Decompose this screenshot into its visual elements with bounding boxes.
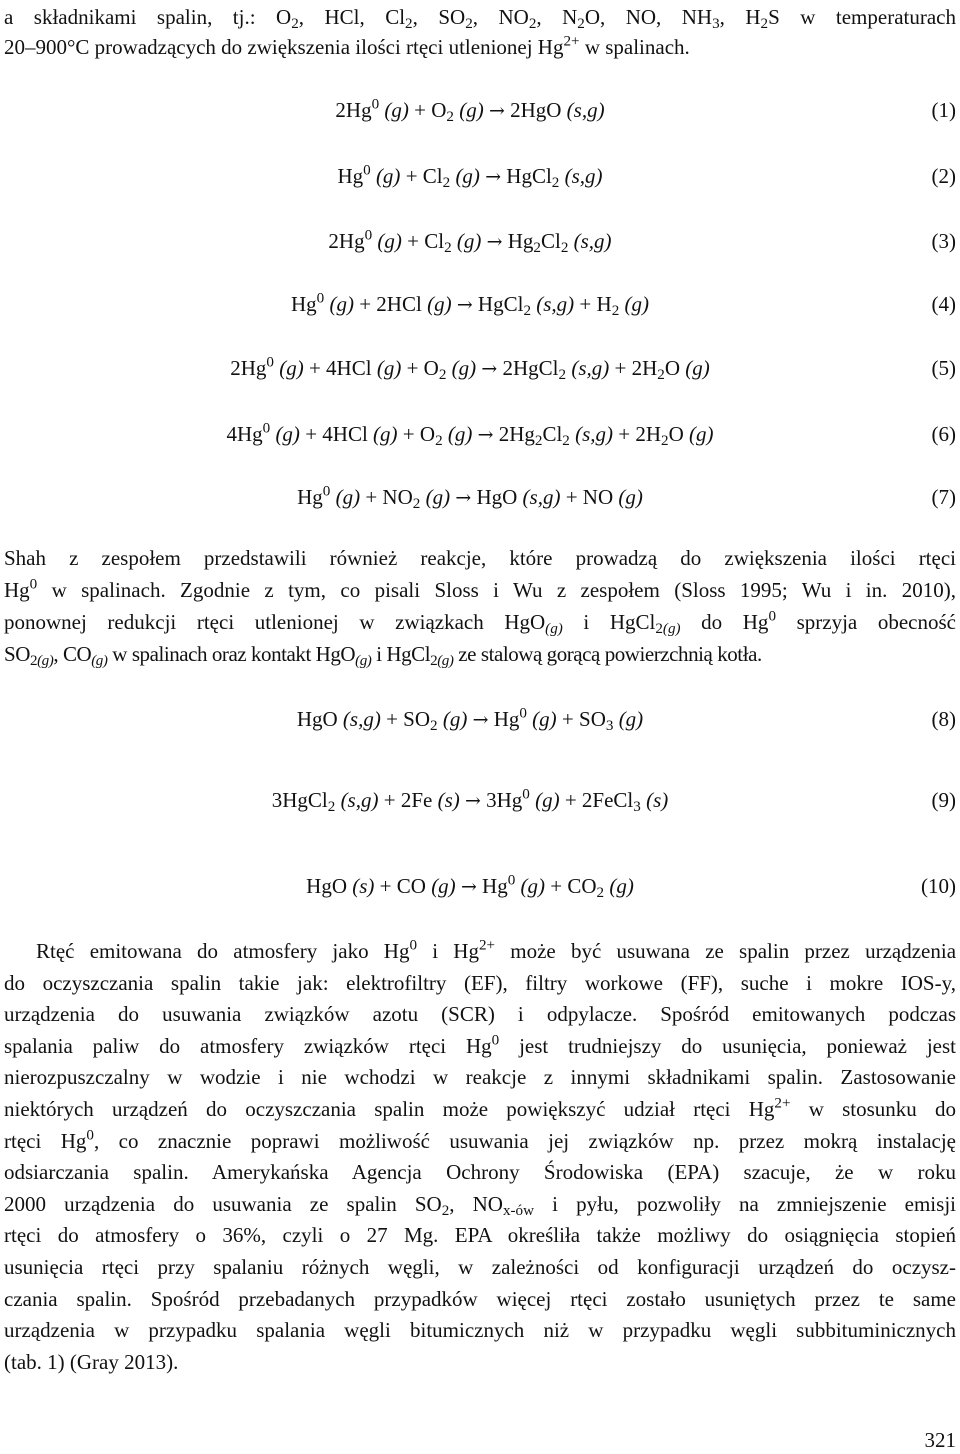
- equation-expression: HgO (s) + CO $(g) \to Hg^0$ $(g) + CO_2$ (g): [306, 872, 634, 902]
- equation-4: [0, 287, 960, 321]
- equation-9: [0, 783, 960, 817]
- body-line: czania spalin. Spośród przebadanych przypadków więcej rtęci zostało usuniętych przez te same: [4, 1286, 956, 1311]
- equation-expression: 2Hg$^0$ $(g) + O_2$ (g) → 2HgO (s,g): [335, 96, 605, 126]
- equation-number: (6): [931, 422, 956, 446]
- equation-2: [0, 159, 960, 193]
- equation-expression: 2Hg$^0$ (g) + 4HCl $(g) + O_2$ (g) → 2HgCl$_2$ $(s,g) + 2H_2O$ (g): [230, 354, 710, 384]
- equation-number: (9): [931, 788, 956, 812]
- mid-line-3: ponownej redukcji rtęci utlenionej w związkach HgO$_{(g)}$ i HgCl$_{2(g)}$ do Hg$^0$ sprzyja obecność: [4, 608, 956, 638]
- body-line: urządzenia w przypadku spalania węgli bitumicznych niż w przypadku węgli subbituminicznych: [4, 1318, 956, 1343]
- equation-expression: Hg$^0$ $(g) + Cl_2$ (g) → HgCl$_2$ (s,g): [337, 162, 603, 192]
- equation-number: (10): [921, 874, 956, 898]
- mid-paragraph: [4, 542, 956, 670]
- body-line: (tab. 1) (Gray 2013).: [4, 1349, 179, 1374]
- equation-number: (7): [931, 485, 956, 509]
- body-line: odsiarczania spalin. Amerykańska Agencja Ochrony Środowiska (EPA) szacuje, że w roku: [4, 1160, 956, 1185]
- equation-7: [0, 480, 960, 514]
- equation-expression: HgO $(s,g) + SO_2$ $(g) \to Hg^0$ $(g) + SO_3$ (g): [296, 705, 644, 735]
- equation-number: (5): [931, 356, 956, 380]
- equation-8: [0, 702, 960, 736]
- intro-paragraph: [4, 2, 956, 62]
- intro-line-2: 20–900°C prowadzących do zwiększenia ilości rtęci utlenionej $Hg^{2+}$ w spalinach.: [4, 33, 690, 59]
- equation-number: (4): [931, 292, 956, 316]
- page-number: 321: [924, 1428, 956, 1452]
- body-line: nierozpuszczalny w wodzie i nie wchodzi w reakcje z innymi składnikami spalin. Zastosowanie: [4, 1065, 956, 1090]
- mid-line-1: Shah z zespołem przedstawili również reakcje, które prowadzą do zwiększenia ilości rtęci: [4, 546, 956, 570]
- equation-expression: 4Hg$^0$ (g) + 4HCl $(g) + O_2$ $(g) \to 2Hg_2Cl_2$ $(s,g) + 2H_2O$ (g): [226, 420, 714, 450]
- equation-expression: Hg$^0$ (g) + 2HCl (g) → HgCl$_2$ $(s,g) + H_2$ (g): [290, 290, 649, 320]
- body-line: rtęci Hg$^0$, co znacznie poprawi możliwość usuwania jej związków np. przez mokrą instalację: [4, 1127, 956, 1153]
- body-line: rtęci do atmosfery o 36%, czyli o 27 Mg. EPA określiła także możliwy do osiągnięcia stopień: [4, 1223, 956, 1248]
- equation-expression: Hg$^0$ $(g) + NO_2$ (g) → HgO (s,g) + NO (g): [297, 483, 643, 513]
- equation-expression: 3HgCl$_2$ (s,g) + 2Fe $(s) \to 3Hg^0$ (g) + 2FeCl$_3$ (s): [271, 786, 669, 816]
- equation-number: (3): [931, 229, 956, 253]
- body-line: usunięcia rtęci przy spalaniu różnych węgli, w zależności od konfiguracji urządzeń do oczysz-: [4, 1254, 956, 1279]
- equation-number: (8): [931, 707, 956, 731]
- body-line: 2000 urządzenia do usuwania ze spalin $SO_2$, $NO_{x-ów}$ i pyłu, pozwoliły na zmniejszenie emisji: [4, 1191, 956, 1219]
- equation-6: [0, 417, 960, 451]
- intro-line-1: a składnikami spalin, tj.: $O_2$, HCl, $Cl_2$, $SO_2$, $NO_2$, $N_2O$, NO, $NH_3$, $H_2S$ w temperaturach: [4, 5, 956, 33]
- equation-expression: 2Hg$^0$ $(g) + Cl_2$ $(g) \to Hg_2Cl_2$ (s,g): [328, 227, 612, 257]
- body-line: Rtęć emitowana do atmosfery jako Hg$^0$ i $Hg^{2+}$ może być usuwana ze spalin przez urządzenia: [36, 937, 957, 963]
- body-line: do oczyszczania spalin takie jak: elektrofiltry (EF), filtry workowe (FF), suche i mokre IOS-y,: [4, 970, 956, 995]
- mid-line-4: $SO_{2(g)}$, $CO_{(g)}$ w spalinach oraz kontakt HgO$_{(g)}$ i HgCl$_{2(g)}$ ze stalową gorącą powierzchnią kotła.: [4, 642, 762, 670]
- equation-number: (1): [931, 98, 956, 122]
- equation-10: [0, 869, 960, 903]
- equation-1: [0, 93, 960, 127]
- equation-5: [0, 351, 960, 385]
- body-line: urządzenia do usuwania związków azotu (SCR) i odpylacze. Spośród emitowanych podczas: [4, 1002, 956, 1027]
- body-paragraph: [4, 936, 956, 1378]
- body-line: spalania paliw do atmosfery związków rtęci Hg$^0$ jest trudniejszy do usunięcia, ponieważ jest: [4, 1032, 956, 1058]
- equation-number: (2): [931, 164, 956, 188]
- mid-line-2: Hg$^0$ w spalinach. Zgodnie z tym, co pisali Sloss i Wu z zespołem (Sloss 1995; Wu i in. 2010),: [4, 576, 956, 602]
- equation-3: [0, 224, 960, 258]
- body-line: niektórych urządzeń do oczyszczania spalin może powiększyć udział rtęci $Hg^{2+}$ w stosunku do: [4, 1095, 956, 1121]
